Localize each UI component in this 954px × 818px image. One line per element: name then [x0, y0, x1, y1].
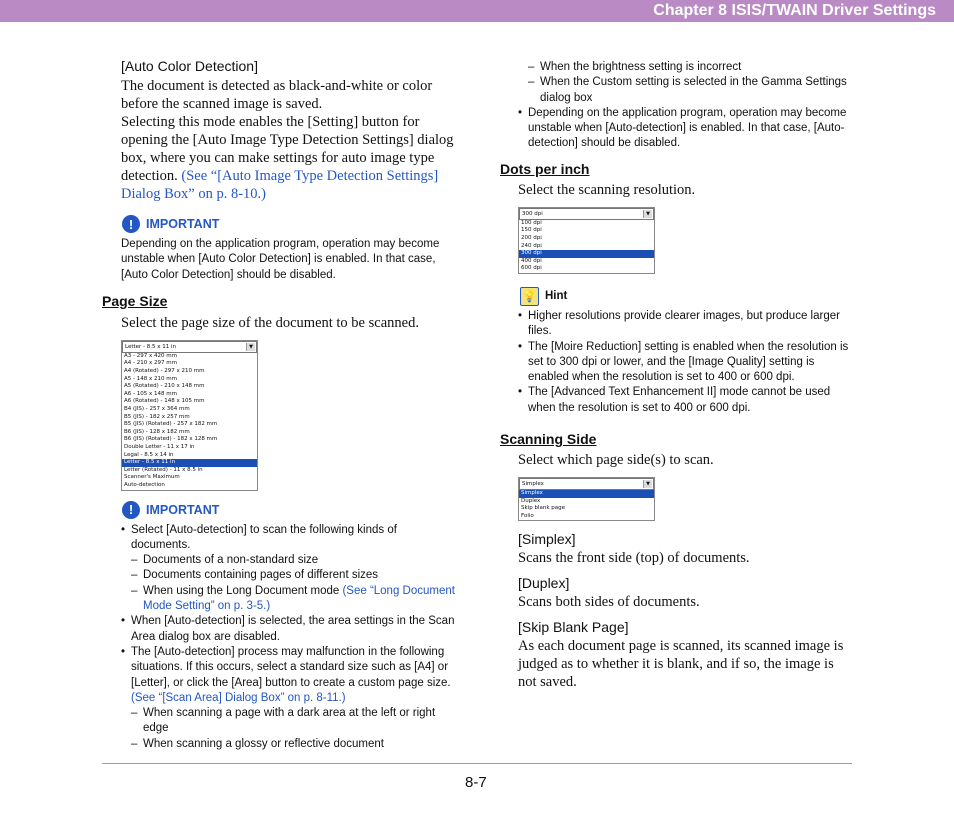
list-option[interactable]: A5 - 148 x 210 mm	[124, 375, 177, 382]
list-item: • Select [Auto-detection] to scan the following kinds of documents.	[121, 523, 458, 554]
list-option[interactable]: 400 dpi	[521, 257, 542, 264]
list-option[interactable]: Auto-detection	[124, 481, 165, 488]
scanning-side-options	[519, 490, 654, 520]
list-option[interactable]: 240 dpi	[521, 242, 542, 249]
chevron-down-icon[interactable]: ▼	[246, 343, 255, 351]
list-option[interactable]: B6 (JIS) (Rotated) - 182 x 128 mm	[124, 436, 218, 443]
list-item: • The [Moire Reduction] setting is enabled when the resolution is set to 300 dpi or lower, and the [Image Quality] setting is enabled when the resolution is set to 400 or 600 dpi.	[518, 340, 855, 386]
important-note-2	[102, 501, 458, 519]
scan-area-link[interactable]: (See “[Scan Area] Dialog Box” on p. 8-11.)	[131, 691, 346, 704]
footer-divider	[102, 763, 852, 764]
auto-color-para2	[121, 113, 458, 203]
dpi-select[interactable]	[519, 208, 654, 220]
list-option[interactable]: B5 (JIS) - 182 x 257 mm	[124, 413, 190, 420]
important-note-1	[102, 215, 458, 233]
list-option[interactable]: 600 dpi	[521, 265, 542, 272]
chapter-title: Chapter 8 ISIS/TWAIN Driver Settings	[653, 2, 936, 19]
list-option[interactable]: 150 dpi	[521, 227, 542, 234]
duplex-text: Scans both sides of documents.	[518, 594, 700, 611]
dpi-heading: Dots per inch	[500, 160, 590, 177]
list-option[interactable]: B4 (JIS) - 257 x 364 mm	[124, 406, 190, 413]
auto-color-para2-text: Selecting this mode enables the [Setting] button for opening the [Auto Image Type Detection Settings] dialog box, where you can make settings for auto image type detection.	[121, 114, 454, 184]
auto-color-para1: The document is detected as black-and-white or color before the scanned image is saved.	[121, 78, 433, 112]
page-size-intro: Select the page size of the document to be scanned.	[121, 314, 419, 331]
list-option[interactable]: Legal - 8.5 x 14 in	[124, 451, 174, 458]
list-option[interactable]: A6 - 105 x 148 mm	[124, 390, 177, 397]
simplex-text: Scans the front side (top) of documents.	[518, 550, 750, 567]
auto-color-link[interactable]: (See “[Auto Image Type Detection Settings] Dialog Box” on p. 8-10.)	[121, 168, 439, 202]
list-option[interactable]: 200 dpi	[521, 234, 542, 241]
list-item-text: The [Auto-detection] process may malfunction in the following situations. If this occurs, select a standard size such as [A4] or [Letter], or click the [Area] button to create a custom page size.	[131, 645, 451, 689]
long-document-link[interactable]: (See “Long Document Mode Setting” on p. 3-5.)	[143, 584, 455, 613]
list-option[interactable]: Folio	[521, 512, 534, 519]
list-option[interactable]: A4 - 210 x 297 mm	[124, 360, 177, 367]
list-item: – When the Custom setting is selected in the Gamma Settings dialog box	[518, 75, 855, 106]
dpi-intro: Select the scanning resolution.	[518, 181, 696, 198]
list-option[interactable]: B6 (JIS) - 128 x 182 mm	[124, 428, 190, 435]
list-option[interactable]: A6 (Rotated) - 148 x 105 mm	[124, 398, 205, 405]
exclamation-icon: !	[122, 215, 140, 233]
list-item	[121, 645, 458, 706]
left-column	[102, 58, 458, 752]
list-item: – When scanning a glossy or reflective document	[121, 737, 458, 752]
list-option[interactable]: B5 (JIS) (Rotated) - 257 x 182 mm	[124, 421, 218, 428]
page-size-selected: Letter - 8.5 x 11 in	[125, 343, 177, 350]
scanning-side-heading: Scanning Side	[500, 431, 597, 448]
hint-list	[500, 309, 855, 416]
page-number: 8-7	[465, 774, 487, 791]
right-column	[500, 60, 855, 691]
auto-color-label: [Auto Color Detection]	[121, 58, 258, 74]
chevron-down-icon[interactable]: ▼	[643, 210, 652, 218]
list-item: • When [Auto-detection] is selected, the area settings in the Scan Area dialog box are disabled.	[121, 614, 458, 645]
hint-label: Hint	[545, 290, 568, 303]
skip-blank-label: [Skip Blank Page]	[518, 619, 629, 636]
page-size-listbox[interactable]	[121, 340, 258, 491]
list-option[interactable]: Skip blank page	[521, 505, 565, 512]
scanning-side-select[interactable]	[519, 478, 654, 490]
list-option[interactable]: A5 (Rotated) - 210 x 148 mm	[124, 383, 205, 390]
list-option[interactable]: Letter - 8.5 x 11 in	[122, 459, 257, 467]
list-item-text: When using the Long Document mode	[143, 584, 343, 597]
list-item: – When the brightness setting is incorrect	[518, 60, 855, 75]
list-option[interactable]: Double Letter - 11 x 17 in	[124, 444, 195, 451]
page-size-select[interactable]	[122, 341, 257, 353]
list-option[interactable]: 300 dpi	[519, 250, 654, 258]
list-option[interactable]: Letter (Rotated) - 11 x 8.5 in	[124, 466, 203, 473]
important-label-1: IMPORTANT	[146, 217, 220, 231]
list-option[interactable]: 100 dpi	[521, 219, 542, 226]
scanning-side-listbox[interactable]	[518, 477, 655, 521]
duplex-label: [Duplex]	[518, 575, 570, 592]
list-option[interactable]: A4 (Rotated) - 297 x 210 mm	[124, 368, 205, 375]
lightbulb-icon: 💡	[520, 287, 539, 306]
list-item: – Documents of a non-standard size	[121, 553, 458, 568]
page-size-options	[122, 353, 257, 490]
important-list-2	[102, 523, 458, 752]
scanning-side-intro: Select which page side(s) to scan.	[518, 452, 714, 469]
dpi-options	[519, 220, 654, 273]
simplex-label: [Simplex]	[518, 531, 576, 548]
list-item: • Depending on the application program, operation may become unstable when [Auto-detection] is enabled. In that case, [Auto-detection] should be disabled.	[518, 106, 855, 152]
hint-note	[500, 287, 855, 306]
chevron-down-icon[interactable]: ▼	[643, 480, 652, 488]
exclamation-icon: !	[122, 501, 140, 519]
skip-blank-text: As each document page is scanned, its scanned image is judged as to whether it is blank, and if so, the image is not saved.	[518, 638, 844, 691]
dpi-listbox[interactable]	[518, 207, 655, 274]
list-option[interactable]: Scanner's Maximum	[124, 474, 180, 481]
chapter-header	[0, 0, 954, 22]
important-label-2: IMPORTANT	[146, 502, 220, 517]
dpi-selected: 300 dpi	[522, 210, 543, 217]
list-option[interactable]: Duplex	[521, 497, 541, 504]
right-top-list	[500, 60, 855, 152]
list-option[interactable]: A3 - 297 x 420 mm	[124, 352, 177, 359]
list-item: • The [Advanced Text Enhancement II] mode cannot be used when the resolution is set to 400 or 600 dpi.	[518, 385, 855, 416]
list-option[interactable]: Simplex	[519, 490, 654, 498]
list-item	[121, 584, 458, 615]
list-item: – Documents containing pages of different sizes	[121, 568, 458, 583]
important-text-1: Depending on the application program, operation may become unstable when [Auto Color Detection] is enabled. In that case, [Auto Color Detection] should be disabled.	[121, 238, 440, 281]
scanning-side-selected: Simplex	[522, 481, 544, 488]
list-item: • Higher resolutions provide clearer images, but produce larger files.	[518, 309, 855, 340]
list-item: – When scanning a page with a dark area at the left or right edge	[121, 706, 458, 737]
page-size-heading: Page Size	[102, 292, 168, 309]
